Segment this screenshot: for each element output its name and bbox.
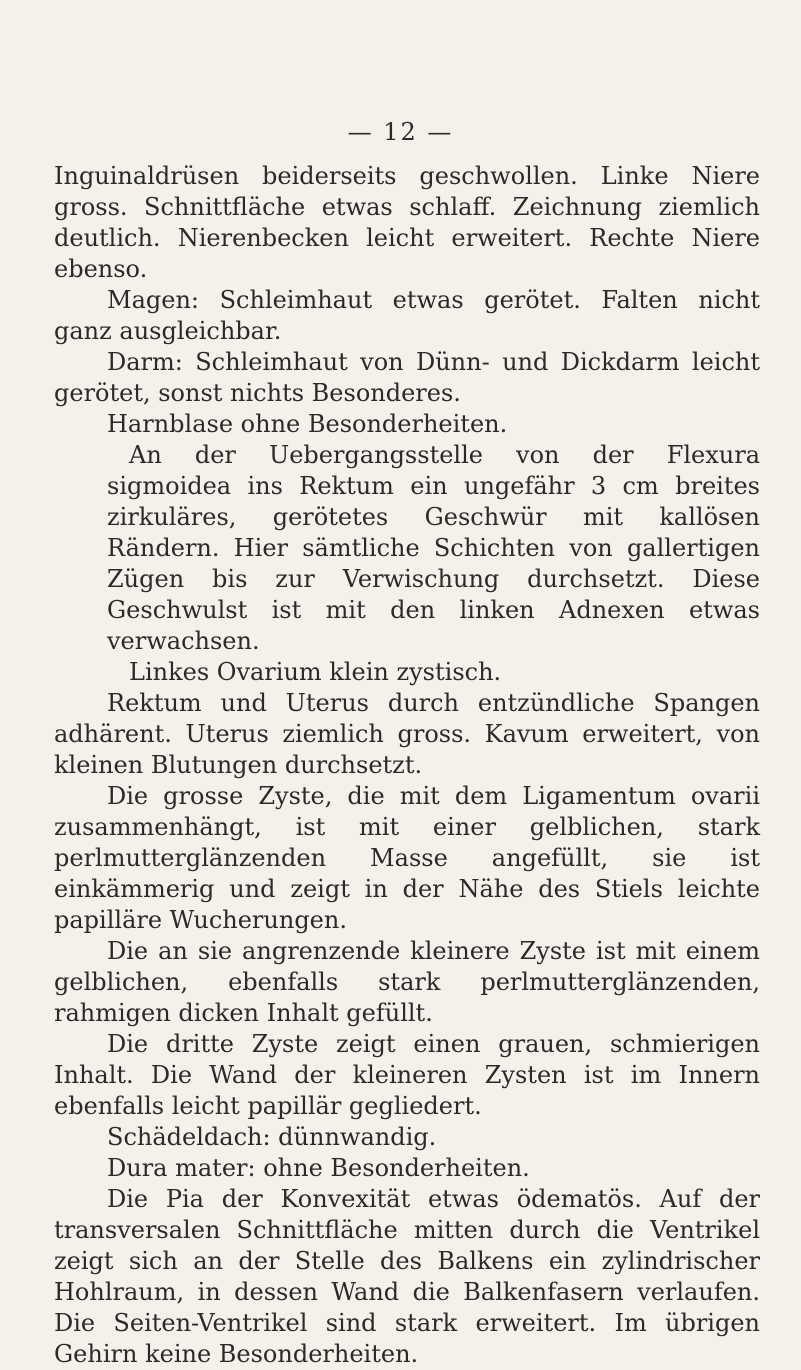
paragraph-pia-brain: Die Pia der Konvexität etwas ödematös. Auf der transversalen Schnittfläche mitten durch die Ventrikel zeigt sich an der Stelle des Balkens ein zylindrischer Hohlraum, in dessen Wand die Balkenfasern verlaufen. Die Seiten-Ventrikel sind stark erweitert. Im übrigen Gehirn keine Besonderheiten. <box>54 1185 760 1368</box>
paragraph-skull: Schädeldach: dünnwandig. <box>107 1123 437 1151</box>
paragraph-kidneys: Inguinaldrüsen beiderseits geschwollen. Linke Niere gross. Schnittfläche etwas schlaff. Zeichnung ziemlich deutlich. Nierenbecken leicht erweitert. Rechte Niere ebenso. <box>54 162 760 283</box>
body-text <box>54 161 760 1370</box>
paragraph-third-cyst: Die dritte Zyste zeigt einen grauen, schmierigen Inhalt. Die Wand der kleineren Zysten ist im Innern ebenfalls leicht papillär gegliedert. <box>54 1030 760 1120</box>
paragraph-large-cyst: Die grosse Zyste, die mit dem Ligamentum ovarii zusammenhängt, ist mit einer gelblichen, stark perlmutterglänzenden Masse angefüllt, sie ist einkämmerig und zeigt in der Nähe des Stiels leichte papilläre Wucherungen. <box>54 782 760 934</box>
paragraph-stomach: Magen: Schleimhaut etwas gerötet. Falten nicht ganz ausgleichbar. <box>54 286 760 345</box>
paragraph-intestine: Darm: Schleimhaut von Dünn- und Dickdarm leicht gerötet, sonst nichts Besonderes. <box>54 348 760 407</box>
paragraph-left-ovary: Linkes Ovarium klein zystisch. <box>129 658 502 686</box>
paragraph-rectum-ulcer: An der Uebergangsstelle von der Flexura sigmoidea ins Rektum ein ungefähr 3 cm breites zirkuläres, gerötetes Geschwür mit kallösen Rändern. Hier sämtliche Schichten von gallertigen Zügen bis zur Verwischung durchsetzt. Diese Geschwulst ist mit den linken Adnexen etwas verwachsen. <box>107 441 760 655</box>
paragraph-uterus: Rektum und Uterus durch entzündliche Spangen adhärent. Uterus ziemlich gross. Kavum erweitert, von kleinen Blutungen durchsetzt. <box>54 689 760 779</box>
paragraph-bladder: Harnblase ohne Besonderheiten. <box>107 410 508 438</box>
paragraph-smaller-cyst: Die an sie angrenzende kleinere Zyste ist mit einem gelblichen, ebenfalls stark perlmutterglänzenden, rahmigen dicken Inhalt gefüllt. <box>54 937 760 1027</box>
page-number: — 12 — <box>347 118 454 146</box>
paragraph-dura: Dura mater: ohne Besonderheiten. <box>107 1154 530 1182</box>
